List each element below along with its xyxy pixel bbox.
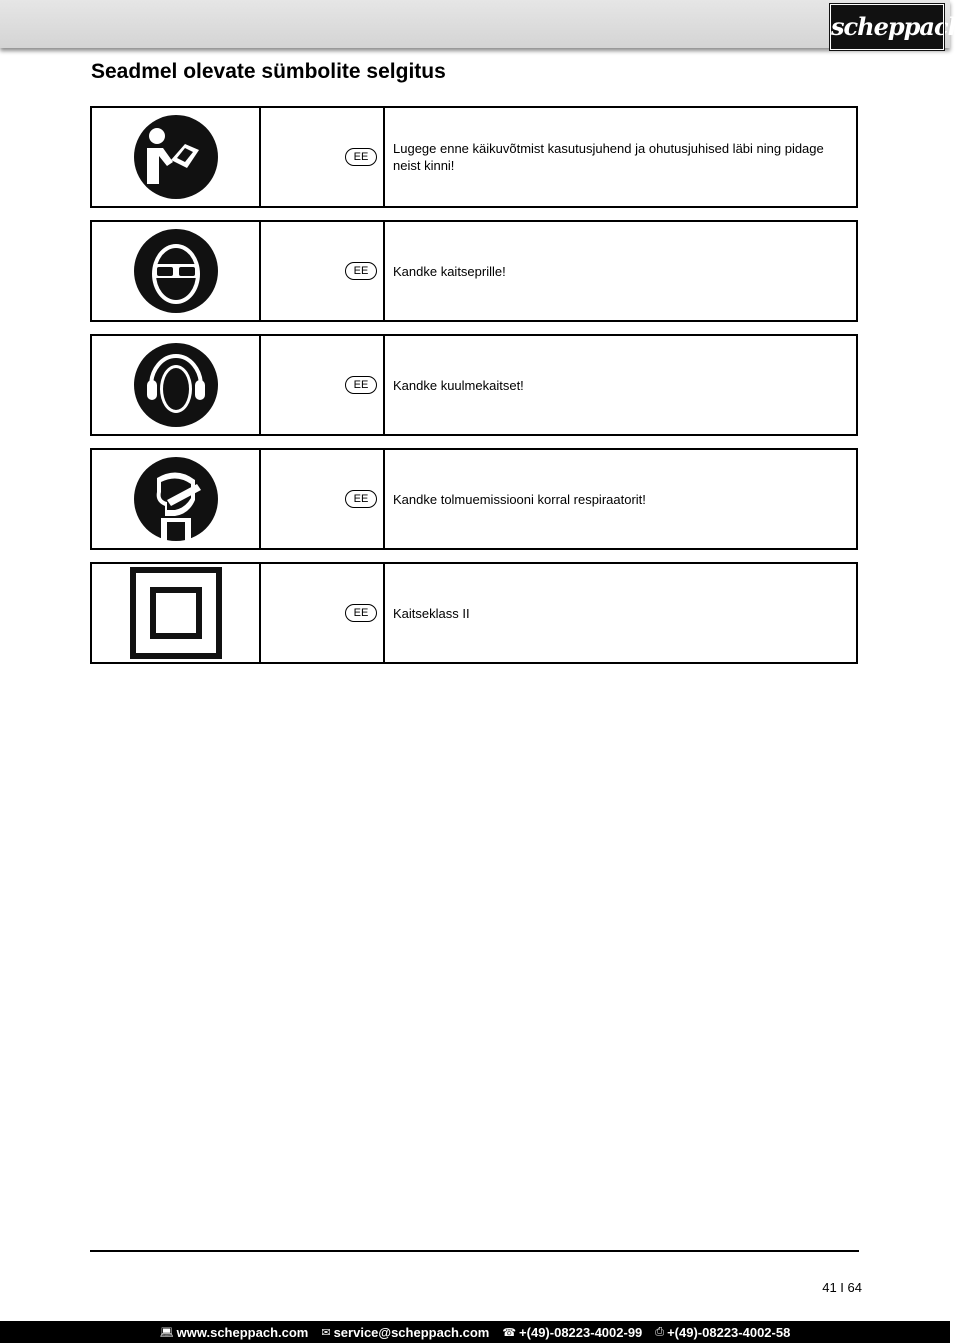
symbol-row [90,334,858,436]
language-badge: EE [345,148,377,166]
language-cell [261,564,385,662]
symbol-cell [92,450,261,548]
language-cell [261,336,385,434]
language-badge: EE [345,604,377,622]
language-badge: EE [345,490,377,508]
footer-divider [90,1250,859,1252]
symbol-cell [92,222,261,320]
page-number: 41 I 64 [822,1280,862,1295]
respirator-icon [133,456,219,542]
language-cell [261,222,385,320]
computer-icon: 💻︎ [159,1326,174,1339]
footer-phone [502,1325,642,1340]
symbol-description [385,222,856,320]
phone-icon: ☎︎ [502,1326,517,1339]
description-text: Kandke kuulmekaitset! [393,377,524,393]
description-text: Lugege enne käikuvõtmist kasutusjuhend ja ohutusjuhised läbi ning pidage neist kinni! [393,141,824,173]
description-text: Kandke tolmuemissiooni korral respiraatorit! [393,491,646,507]
symbol-row [90,106,858,208]
symbol-row [90,448,858,550]
description-text: Kaitseklass II [393,605,470,621]
ear-protection-icon [133,342,219,428]
symbol-description [385,336,856,434]
footer-bar [0,1321,950,1343]
language-cell [261,108,385,206]
symbol-description [385,108,856,206]
fax-icon: ⎙ [655,1325,665,1338]
header-bar [0,0,964,48]
symbol-description [385,564,856,662]
language-badge: EE [345,262,377,280]
language-cell [261,450,385,548]
symbol-description [385,450,856,548]
email-link[interactable]: service@scheppach.com [333,1324,490,1340]
page-title: Seadmel olevate sümbolite selgitus [91,60,446,83]
safety-glasses-icon [133,228,219,314]
footer-email[interactable] [321,1325,489,1340]
symbol-row [90,562,858,664]
symbol-cell [92,108,261,206]
footer-fax [655,1325,790,1340]
phone-number: +(49)-08223-4002-99 [519,1324,643,1340]
footer-web[interactable] [160,1325,309,1340]
fax-number: +(49)-08223-4002-58 [667,1324,791,1340]
website-link[interactable]: www.scheppach.com [176,1324,309,1340]
description-text: Kandke kaitseprille! [393,263,506,279]
read-manual-icon [133,114,219,200]
protection-class-ii-icon [130,567,222,659]
symbol-cell [92,336,261,434]
mail-icon: ✉︎ [321,1326,331,1339]
symbol-row [90,220,858,322]
language-badge: EE [345,376,377,394]
symbol-cell [92,564,261,662]
brand-logo: scheppach [830,4,944,50]
